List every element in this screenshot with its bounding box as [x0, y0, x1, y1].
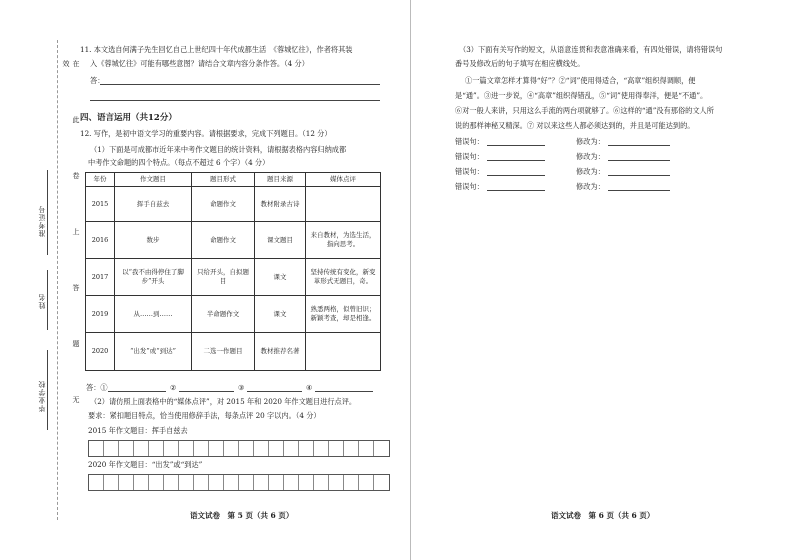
exam-id-field[interactable] [47, 170, 48, 255]
cell: 坚持传统有变化，新变革形式无题目，奇。 [306, 259, 381, 296]
q12-p2-line1: （2）请仿照上面表格中的“媒体点评”，对 2015 年和 2020 年作文题目进行点评。 [90, 397, 357, 406]
q11-line2: 入《蓉城忆往》可能有哪些意图？请结合文章内容分条作答。（4 分） [90, 59, 309, 68]
wrong-blank[interactable] [487, 145, 545, 146]
table-row [86, 187, 381, 222]
answer-3-label: ③ [238, 383, 245, 392]
q13-passage-4: 说的那样神秘又精深。⑦ 对以来这些人都必须达到的，并且是可能达到的。 [455, 121, 695, 130]
answer-2-blank[interactable] [179, 391, 234, 392]
wrong-blank[interactable] [487, 190, 545, 191]
cell: 2017 [86, 259, 115, 296]
fix-blank[interactable] [608, 145, 670, 146]
cell: 2020 [86, 333, 115, 371]
wrong-blank[interactable] [487, 175, 545, 176]
writing-grid-2015[interactable] [88, 440, 390, 457]
warn-char: 此 [72, 116, 80, 172]
binding-line [57, 40, 58, 520]
th-source: 题目来源 [255, 173, 306, 187]
fix-label: 修改为： [576, 152, 605, 161]
cell: 数步 [115, 222, 192, 259]
page-footer: 语文试卷 第 5 页（共 6 页） [190, 511, 294, 520]
cell: 二选一作题目 [192, 333, 255, 371]
cell: 2019 [86, 296, 115, 333]
fix-label: 修改为： [576, 167, 605, 176]
fix-label: 修改为： [576, 182, 605, 191]
q13-passage-1: ①一篇文章怎样才算得“好”？②“词”使用得适合，“高章”组织得调顺，便 [465, 76, 696, 85]
answer-4-blank[interactable] [315, 391, 373, 392]
page-footer: 语文试卷 第 6 页（共 6 页） [551, 511, 655, 520]
answer-3-blank[interactable] [247, 391, 302, 392]
exam-id-label: 准考证号 [38, 205, 46, 237]
cell: 挥手自兹去 [115, 187, 192, 222]
warn-char: 上 [72, 228, 80, 284]
answer-4-label: ④ [306, 383, 313, 392]
wrong-label: 错误句： [455, 152, 484, 161]
wrong-label: 错误句： [455, 182, 484, 191]
wrong-blank[interactable] [487, 160, 545, 161]
name-field[interactable] [47, 270, 48, 330]
wrong-label: 错误句： [455, 167, 484, 176]
cell: 教材推荐名著 [255, 333, 306, 371]
cell: 来自教材，为选生活，指向思考。 [306, 222, 381, 259]
warn-char: 卷 [72, 172, 80, 228]
fix-blank[interactable] [608, 175, 670, 176]
school-field[interactable] [47, 350, 48, 430]
page-6 [411, 0, 794, 560]
cell: 半命题作文 [192, 296, 255, 333]
cell: 课文 [255, 296, 306, 333]
cell: 以“我不由得停住了脚步”开头 [115, 259, 192, 296]
warn-char: 效 [62, 60, 70, 116]
cell: 命题作文 [192, 222, 255, 259]
cell [306, 187, 381, 222]
cell: 只给开头，自拟题目 [192, 259, 255, 296]
th-year: 年份 [86, 173, 115, 187]
table-row [86, 259, 381, 296]
cell: “出发”或“到达” [115, 333, 192, 371]
fix-blank[interactable] [608, 160, 670, 161]
fix-blank[interactable] [608, 190, 670, 191]
writing-grid-2020[interactable] [88, 474, 390, 491]
th-comment: 媒体点评 [306, 173, 381, 187]
warn-char: 在 [72, 60, 80, 116]
school-label: 毕业学校 [38, 380, 46, 412]
q11-line1: 11. 本文选自何满子先生回忆自己上世纪四十年代成都生活 《蓉城忆往》，作者将其装 [80, 45, 353, 54]
th-topic: 作文题目 [115, 173, 192, 187]
cell: 课文题目 [255, 222, 306, 259]
essay-topic-table [85, 172, 381, 371]
y2015-label: 2015 年作文题目：挥手自兹去 [88, 426, 188, 435]
cell: 2016 [86, 222, 115, 259]
table-header-row [86, 173, 381, 187]
cell: 命题作文 [192, 187, 255, 222]
answer-1-blank[interactable] [108, 391, 166, 392]
warn-char: 题 [72, 340, 80, 396]
q12-intro: 12. 写作，是初中语文学习的重要内容。请根据要求，完成下列题目。（12 分） [80, 129, 332, 138]
y2020-label: 2020 年作文题目：“出发”或“到达” [88, 460, 203, 469]
warn-char: 无 [72, 396, 80, 452]
cell: 从……到…… [115, 296, 192, 333]
cell: 熟悉两格，似曾旧识；新颖考查，却是相逢。 [306, 296, 381, 333]
q13-passage-2: 是“通”。③进一步说，④“高章”组织得错乱，⑤“词”使用得奉洋，便是“不通”。 [455, 91, 708, 100]
q12-p1-line2: 中考作文命题的四个特点。（每点不超过 6 个字）（4 分） [88, 158, 270, 167]
warn-char: 答 [72, 284, 80, 340]
cell: 课文 [255, 259, 306, 296]
table-row [86, 296, 381, 333]
wrong-label: 错误句： [455, 137, 484, 146]
table-row [86, 222, 381, 259]
section-4-title: 四、语言运用（共12分） [80, 113, 177, 123]
th-form: 题目形式 [192, 173, 255, 187]
q11-answer-line[interactable] [100, 84, 380, 85]
cell: 教材附录古诗 [255, 187, 306, 222]
cell [306, 333, 381, 371]
table-row [86, 333, 381, 371]
fix-label: 修改为： [576, 137, 605, 146]
name-label: 姓名 [38, 293, 46, 309]
q13-line2: 番号及修改后的句子填写在相应横线处。 [455, 59, 585, 68]
q11-answer-label: 答： [90, 76, 105, 85]
q12-p1-line1: （1）下面是可成都市近年来中考作文题目的统计资料，请根据表格内容归纳成都 [90, 145, 347, 154]
q13-line1: （3）下面有关写作的短文，从语意连贯和表意准确来看，有四处错误，请将错误句 [459, 45, 723, 54]
q12-p2-line2: 要求：紧扣题目特点，恰当使用修辞手法，每条点评 20 字以内。（4 分） [88, 411, 321, 420]
q11-answer-line[interactable] [90, 100, 380, 101]
binding-warning [61, 60, 81, 500]
cell: 2015 [86, 187, 115, 222]
answer-2-label: ② [170, 383, 177, 392]
q13-passage-3: ⑥对一般人来讲，只用这么手流的两台项就够了。⑥这样的“通”没有那俗的文人所 [455, 106, 714, 115]
answer-1-label: 答：① [86, 383, 108, 392]
